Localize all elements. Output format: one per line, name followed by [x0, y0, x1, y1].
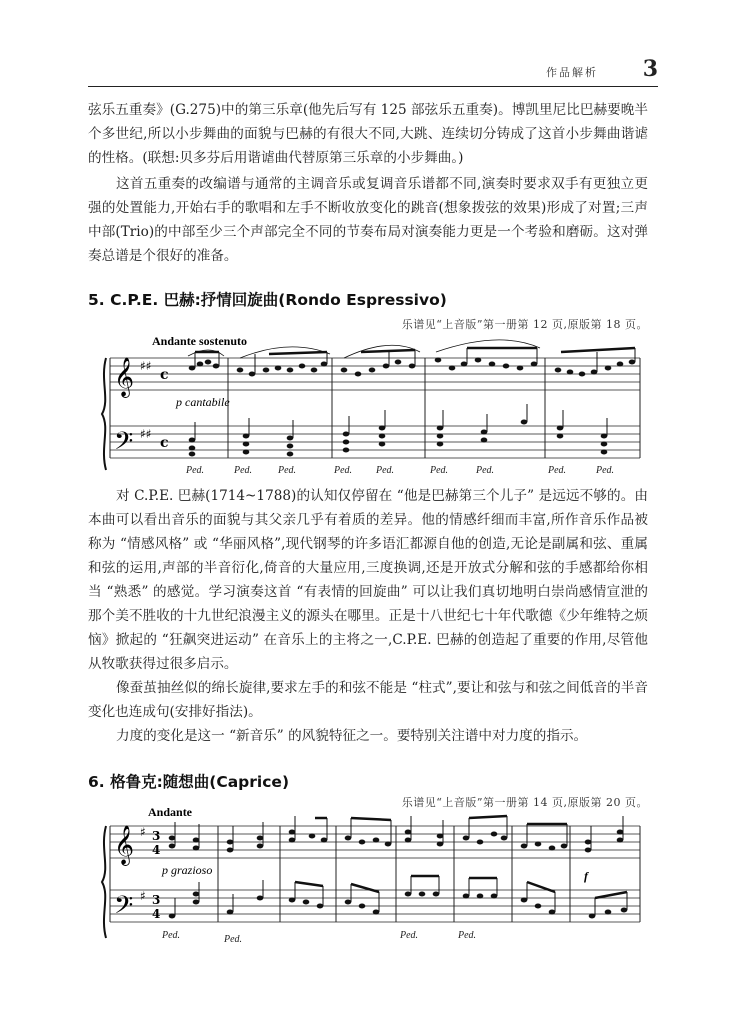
- common-time: c: [160, 367, 169, 383]
- bass-clef: 𝄢: [114, 427, 134, 462]
- treble-beams: [315, 816, 567, 824]
- key-signature-sharp-bass: ♯: [140, 889, 146, 903]
- section-5-paragraph-3: 力度的变化是这一 “新音乐” 的风貌特征之一。要特别关注谱中对力度的指示。: [116, 728, 588, 744]
- pedal-mark: Ped.: [596, 465, 615, 476]
- pedal-mark: Ped.: [162, 930, 181, 941]
- time-signature-bottom-bass: 4: [152, 907, 161, 921]
- tempo-marking: Andante: [148, 805, 193, 819]
- page-header: [88, 56, 658, 84]
- section-5-title: 5. C.P.E. 巴赫:抒情回旋曲(Rondo Espressivo): [88, 291, 447, 309]
- pedal-mark: Ped.: [334, 465, 353, 476]
- system-brace: [102, 358, 106, 470]
- treble-clef: 𝄞: [114, 357, 135, 397]
- header-rule: [88, 86, 658, 87]
- section-6-title: 6. 格鲁克:随想曲(Caprice): [88, 773, 290, 791]
- pedal-mark: Ped.: [278, 465, 297, 476]
- bass-beams: [295, 876, 627, 898]
- section-5-paragraph-1: 对 C.P.E. 巴赫(1714~1788)的认知仅停留在 “他是巴赫第三个儿子” 是远远不够的。由本曲可以看出音乐的面貌与其父亲几乎有着质的差异。他的情感纤细而丰富,所作音乐作品被称为 “情感风格” 或 “华丽风格”,现代钢琴的许多语汇都源自他的创造,无论是副属和弦、重属和弦的运用,声部的半音衍化,倚音的大量应用,三度换调,还是开放式分解和弦的手感都给你相当 “熟悉” 的感觉。学习演奏这首 “有表情的回旋曲” 可以让我们真切地明白崇尚感情宣泄的那个美不胜收的十九世纪浪漫主义的源头在哪里。正是十八世纪七十年代歌德《少年维特之烦恼》掀起的 “狂飙突进运动” 在音乐上的主将之一,C.P.E. 巴赫的创造起了重要的作用,尽管他从牧歌获得过很多启示。: [88, 488, 648, 672]
- bass-notes: [169, 892, 628, 919]
- key-signature-sharp: ♯: [140, 825, 146, 839]
- pedal-mark: Ped.: [400, 930, 419, 941]
- pedal-mark: Ped.: [376, 465, 395, 476]
- key-signature-sharps-bass: ♯♯: [140, 427, 152, 441]
- dynamic-marking: p grazioso: [162, 863, 213, 877]
- treble-staff: [110, 358, 640, 390]
- pedal-marks: [161, 930, 476, 945]
- dynamic-marking-forte: f: [584, 869, 588, 883]
- rondo-score: [100, 330, 645, 478]
- pedal-marks: [185, 465, 614, 476]
- time-signature-bottom: 4: [152, 843, 161, 857]
- bass-clef: 𝄢: [114, 891, 134, 926]
- dynamic-marking: p cantabile: [176, 395, 230, 409]
- section-5-source: 乐谱见“上音版”第一册第 12 页,原版第 18 页。: [401, 318, 648, 331]
- page-number: 3: [642, 56, 658, 82]
- caprice-score: [100, 802, 645, 952]
- common-time-bass: c: [160, 435, 169, 451]
- bass-staff: [110, 890, 640, 922]
- section-5-paragraph-2: 像蚕茧抽丝似的绵长旋律,要求左手的和弦不能是 “柱式”,要让和弦与和弦之间低音的半音变化也连成句(安排好指法)。: [88, 680, 648, 720]
- time-signature-top: 3: [152, 829, 161, 843]
- treble-clef: 𝄞: [114, 825, 135, 865]
- time-signature-top-bass: 3: [152, 893, 161, 907]
- intro-paragraph-1: 弦乐五重奏》(G.275)中的第三乐章(他先后写有 125 部弦乐五重奏)。博凯里尼比巴赫要晚半个多世纪,所以小步舞曲的面貌与巴赫的有很大不同,大跳、连续切分铸成了这首小步舞曲谐谑的性格。(联想:贝多芬后用谐谑曲代替原第三乐章的小步舞曲。): [88, 102, 648, 166]
- pedal-mark: Ped.: [430, 465, 449, 476]
- pedal-mark: Ped.: [476, 465, 495, 476]
- header-label: 作品解析: [546, 66, 598, 79]
- pedal-mark: Ped.: [224, 934, 243, 945]
- section-6-source: 乐谱见“上音版”第一册第 14 页,原版第 20 页。: [401, 796, 648, 809]
- intro-paragraph-2: 这首五重奏的改编谱与通常的主调音乐或复调音乐谱都不同,演奏时要求双手有更独立更强的处置能力,开始右手的歌唱和左手不断收放变化的跳音(想象拨弦的效果)形成了对置;三声中部(Trio)的中部至少三个声部完全不同的节奏布局对演奏能力更是一个考验和磨砺。这对弹奏总谱是个很好的准备。: [88, 176, 648, 264]
- key-signature-sharps: ♯♯: [140, 359, 152, 373]
- bass-stems: [175, 876, 627, 916]
- tempo-marking: Andante sostenuto: [152, 334, 248, 348]
- pedal-mark: Ped.: [548, 465, 567, 476]
- treble-stems: [175, 816, 623, 850]
- system-brace: [102, 826, 106, 938]
- pedal-mark: Ped.: [458, 930, 477, 941]
- pedal-mark: Ped.: [234, 465, 253, 476]
- pedal-mark: Ped.: [186, 465, 205, 476]
